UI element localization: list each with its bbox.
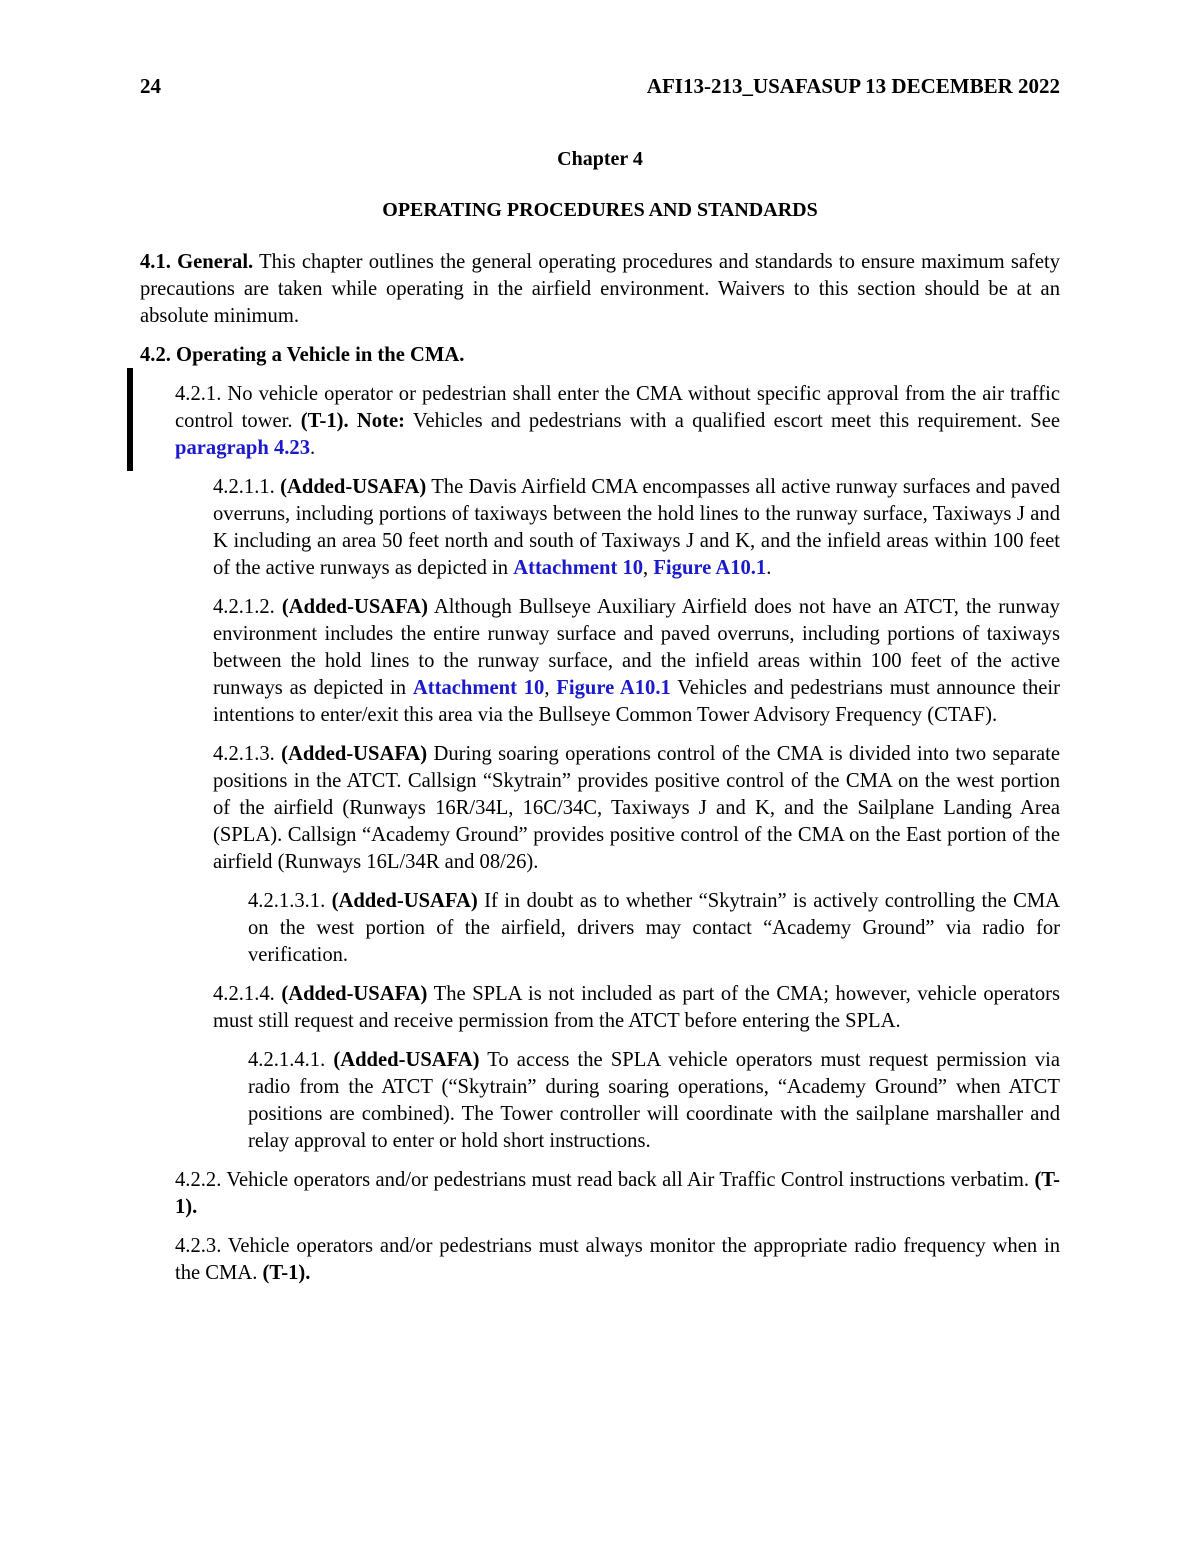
note-label: Note: — [348, 410, 405, 432]
paragraph-4-2-2 — [140, 1167, 1060, 1221]
paragraph-number: 4.2. — [140, 344, 171, 366]
added-tag: (Added-USAFA) — [281, 596, 428, 618]
paragraph-number: 4.1. — [140, 251, 171, 273]
paragraph-text: 4.2.1. No vehicle operator or pedestrian shall enter the CMA without specific approval from the air traffic control tower. — [175, 383, 1060, 432]
chapter-number: Chapter 4 — [557, 148, 643, 170]
paragraph-4-1 — [140, 249, 1060, 330]
paragraph-text: Although Bullseye Auxiliary Airfield does not have an ATCT, the runway environment includes the entire runway surface and paved overruns, including portions of taxiways between the hold lines to the runway surface, and the infield areas within 100 feet of the active runways as depicted in — [213, 596, 1060, 699]
paragraph-text: The SPLA is not included as part of the CMA; however, vehicle operators must still request and receive permission from the ATCT before entering the SPLA. — [213, 983, 1060, 1032]
paragraph-text: . — [310, 437, 316, 459]
paragraph-4-2-1-2 — [140, 594, 1060, 729]
paragraph-4-2 — [140, 342, 1060, 369]
figure-a10-1-link[interactable]: Figure A10.1 — [653, 557, 767, 579]
added-tag: (Added-USAFA) — [280, 476, 427, 498]
paragraph-4-2-1-3-1 — [140, 888, 1060, 969]
tier-label: (T-1). — [262, 1262, 311, 1284]
paragraph-4-2-1-4-1 — [140, 1047, 1060, 1155]
paragraph-text: 4.2.2. Vehicle operators and/or pedestrians must read back all Air Traffic Control instructions verbatim. — [175, 1169, 1035, 1191]
added-tag: (Added-USAFA) — [331, 890, 478, 912]
paragraph-4-2-3 — [140, 1233, 1060, 1287]
tier-label: (T-1). — [175, 1169, 1060, 1218]
paragraph-text: 4.2.3. Vehicle operators and/or pedestrians must always monitor the appropriate radio frequency when in the CMA. — [175, 1235, 1060, 1284]
added-tag: (Added-USAFA) — [281, 983, 428, 1005]
document-id: AFI13-213_USAFASUP 13 DECEMBER 2022 — [646, 74, 1060, 98]
paragraph-text: If in doubt as to whether “Skytrain” is actively controlling the CMA on the west portion of the airfield, drivers may contact “Academy Ground” via radio for verification. — [248, 890, 1060, 966]
paragraph-4-2-1-1 — [140, 474, 1060, 582]
attachment-10-link[interactable]: Attachment 10 — [513, 557, 644, 579]
paragraph-text: Vehicles and pedestrians with a qualified escort meet this requirement. See — [404, 410, 1060, 432]
attachment-10-link[interactable]: Attachment 10 — [412, 677, 545, 699]
page-number: 24 — [140, 74, 161, 98]
document-body — [140, 249, 1060, 1299]
added-tag: (Added-USAFA) — [333, 1049, 480, 1071]
change-bar — [127, 368, 133, 471]
separator: , — [643, 557, 654, 579]
paragraph-4-23-link[interactable]: paragraph 4.23 — [175, 437, 311, 459]
paragraph-4-2-1-3 — [140, 741, 1060, 876]
paragraph-text: Vehicles and pedestrians must announce their intentions to enter/exit this area via the Bullseye Common Tower Advisory Frequency (CTAF). — [213, 677, 1060, 726]
tier-label: (T-1). — [300, 410, 349, 432]
added-tag: (Added-USAFA) — [281, 743, 428, 765]
paragraph-number: 4.2.1.2. — [213, 596, 282, 618]
figure-a10-1-link[interactable]: Figure A10.1 — [556, 677, 671, 699]
paragraph-text: . — [766, 557, 772, 579]
paragraph-4-2-1-4 — [140, 981, 1060, 1035]
paragraph-text: During soaring operations control of the CMA is divided into two separate positions in the ATCT. Callsign “Skytrain” provides positive control of the CMA on the west portion of the airfield (Runways 16R/34L, 16C/34C, Taxiways J and K, and the Sailplane Landing Area (SPLA). Callsign “Academy Ground” provides positive control of the CMA on the East portion of the airfield (Runways 16L/34R and 08/26). — [213, 743, 1060, 873]
paragraph-text: This chapter outlines the general operating procedures and standards to ensure maximum safety precautions are taken while operating in the airfield environment. Waivers to this section should be at an absolute minimum. — [140, 251, 1060, 327]
paragraph-number: 4.2.1.1. — [213, 476, 281, 498]
separator: , — [544, 677, 557, 699]
paragraph-number: 4.2.1.3. — [213, 743, 282, 765]
paragraph-number: 4.2.1.4. — [213, 983, 282, 1005]
paragraph-title: Operating a Vehicle in the CMA. — [176, 344, 465, 366]
paragraph-number: 4.2.1.3.1. — [248, 890, 332, 912]
paragraph-4-2-1 — [140, 381, 1060, 462]
paragraph-number: 4.2.1.4.1. — [248, 1049, 334, 1071]
page-header — [140, 74, 1060, 99]
paragraph-title: General. — [177, 251, 254, 273]
paragraph-text: To access the SPLA vehicle operators must request permission via radio from the ATCT (“Skytrain” during soaring operations, “Academy Ground” when ATCT positions are combined). The Tower controller will coordinate with the sailplane marshaller and relay approval to enter or hold short instructions. — [248, 1049, 1061, 1152]
chapter-title: OPERATING PROCEDURES AND STANDARDS — [382, 199, 818, 221]
paragraph-text: The Davis Airfield CMA encompasses all active runway surfaces and paved overruns, including portions of taxiways between the hold lines to the runway surface, Taxiways J and K including an area 50 feet north and south of Taxiways J and K, and the infield areas within 100 feet of the active runways as depicted in — [213, 476, 1060, 579]
